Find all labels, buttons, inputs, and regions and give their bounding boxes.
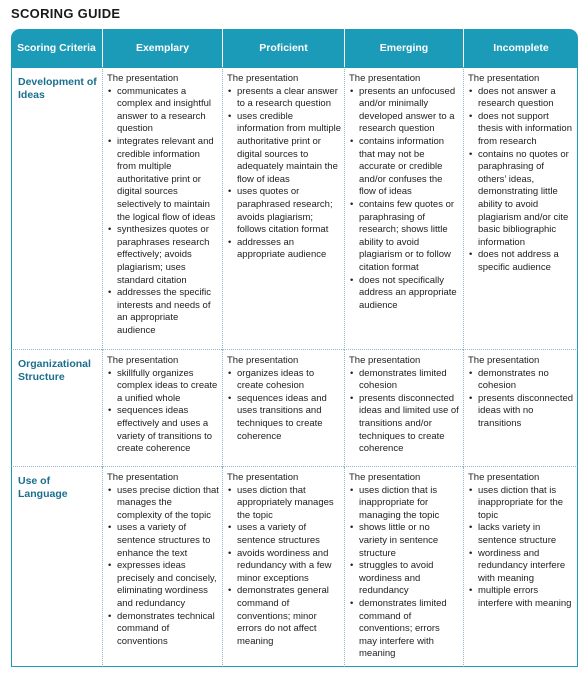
criteria-item: • shows little or no variety in sentence structure [349,522,460,560]
criterion-label: Use of Language [11,467,102,667]
criteria-item: • uses diction that is inappropriate for the topic [468,485,574,523]
criteria-item: • organizes ideas to create cohesion [227,368,341,393]
cell-intro: The presentation [227,472,299,483]
cell-intro: The presentation [107,472,179,483]
criteria-item: • sequences ideas effectively and uses a variety of transitions to create coherence [107,405,219,455]
criteria-item: • uses quotes or paraphrased research; avoids plagiarism; follows citation format [227,186,341,236]
criteria-item: • does not address a specific audience [468,249,574,274]
criteria-item: • synthesizes quotes or paraphrases research effectively; avoids plagiarism; uses standard citation [107,224,219,287]
scoring-guide-table [11,29,578,667]
criteria-item: • addresses an appropriate audience [227,237,341,262]
cell-intro: The presentation [468,73,540,84]
column-header-incomplete: Incomplete [463,29,578,67]
criteria-item: • contains information that may not be accurate or credible and/or confuses the flow of ideas [349,136,460,199]
cell-emerging [344,67,463,350]
criteria-item: • demonstrates no cohesion [468,368,574,393]
criteria-item: • demonstrates technical command of conventions [107,611,219,649]
criteria-item: • uses a variety of sentence structures [227,522,341,547]
criteria-item: • uses diction that is inappropriate for managing the topic [349,485,460,523]
criteria-list [349,368,460,456]
criteria-item: • presents a clear answer to a research question [227,86,341,111]
criteria-item: • presents disconnected ideas and limited use of transitions and/or techniques to create coherence [349,393,460,456]
cell-intro: The presentation [227,73,299,84]
criteria-item: • demonstrates limited command of conventions; errors may interfere with meaning [349,598,460,661]
criteria-item: • contains few quotes or paraphrasing of research; shows little ability to avoid plagiarism or to follow citation format [349,199,460,275]
column-header-exemplary: Exemplary [102,29,222,67]
cell-incomplete [463,467,578,667]
criteria-item: • integrates relevant and credible information from multiple authoritative print or digital sources selectively to maintain the logical flow of ideas [107,136,219,224]
criteria-list [107,368,219,456]
criteria-item: • sequences ideas and uses transitions and techniques to create coherence [227,393,341,443]
criteria-list [468,485,574,611]
cell-exemplary [102,350,222,467]
cell-emerging [344,350,463,467]
criteria-item: • skillfully organizes complex ideas to create a unified whole [107,368,219,406]
criteria-item: • wordiness and redundancy interfere with meaning [468,548,574,586]
criteria-item: • presents disconnected ideas with no transitions [468,393,574,431]
criteria-item: • expresses ideas precisely and concisely, eliminating wordiness and redundancy [107,560,219,610]
criteria-item: • contains no quotes or paraphrasing of others’ ideas, demonstrating little ability to avoid plagiarism and/or cite basic bibliographic information [468,149,574,250]
criteria-list [227,485,341,649]
criteria-item: • multiple errors interfere with meaning [468,585,574,610]
cell-intro: The presentation [349,355,421,366]
cell-intro: The presentation [227,355,299,366]
criteria-item: • does not support thesis with information from research [468,111,574,149]
page-title: SCORING GUIDE [11,6,121,21]
criteria-item: • lacks variety in sentence structure [468,522,574,547]
criteria-list [468,368,574,431]
table-row [11,350,578,467]
criteria-item: • presents an unfocused and/or minimally developed answer to a research question [349,86,460,136]
criteria-item: • does not specifically address an appropriate audience [349,275,460,313]
cell-intro: The presentation [468,355,540,366]
cell-exemplary [102,67,222,350]
criteria-item: • uses diction that appropriately manages the topic [227,485,341,523]
cell-intro: The presentation [349,73,421,84]
criteria-item: • avoids wordiness and redundancy with a few minor exceptions [227,548,341,586]
criteria-list [349,86,460,313]
criteria-list [349,485,460,661]
criteria-item: • uses credible information from multiple authoritative print or digital sources to adequately maintain the flow of ideas [227,111,341,187]
cell-intro: The presentation [349,472,421,483]
header-row [11,29,578,67]
criteria-item: • uses precise diction that manages the complexity of the topic [107,485,219,523]
criteria-item: • does not answer a research question [468,86,574,111]
criteria-item: • communicates a complex and insightful answer to a research question [107,86,219,136]
cell-intro: The presentation [468,472,540,483]
cell-proficient [222,350,344,467]
criteria-list [107,86,219,338]
criteria-item: • demonstrates limited cohesion [349,368,460,393]
table-body [11,67,578,667]
column-header-emerging: Emerging [344,29,463,67]
criteria-list [468,86,574,275]
cell-intro: The presentation [107,355,179,366]
cell-emerging [344,467,463,667]
cell-exemplary [102,467,222,667]
column-header-proficient: Proficient [222,29,344,67]
criteria-item: • demonstrates general command of conventions; minor errors do not affect meaning [227,585,341,648]
criteria-list [227,86,341,262]
cell-proficient [222,67,344,350]
table-row [11,67,578,350]
cell-proficient [222,467,344,667]
criteria-item: • uses a variety of sentence structures to enhance the text [107,522,219,560]
cell-incomplete [463,350,578,467]
criteria-list [107,485,219,649]
criterion-label: Organizational Structure [11,350,102,467]
table-row [11,467,578,667]
column-header-criteria: Scoring Criteria [11,29,102,67]
criteria-list [227,368,341,444]
cell-incomplete [463,67,578,350]
criteria-item: • addresses the specific interests and needs of an appropriate audience [107,287,219,337]
criteria-item: • struggles to avoid wordiness and redundancy [349,560,460,598]
cell-intro: The presentation [107,73,179,84]
criterion-label: Development of Ideas [11,67,102,350]
